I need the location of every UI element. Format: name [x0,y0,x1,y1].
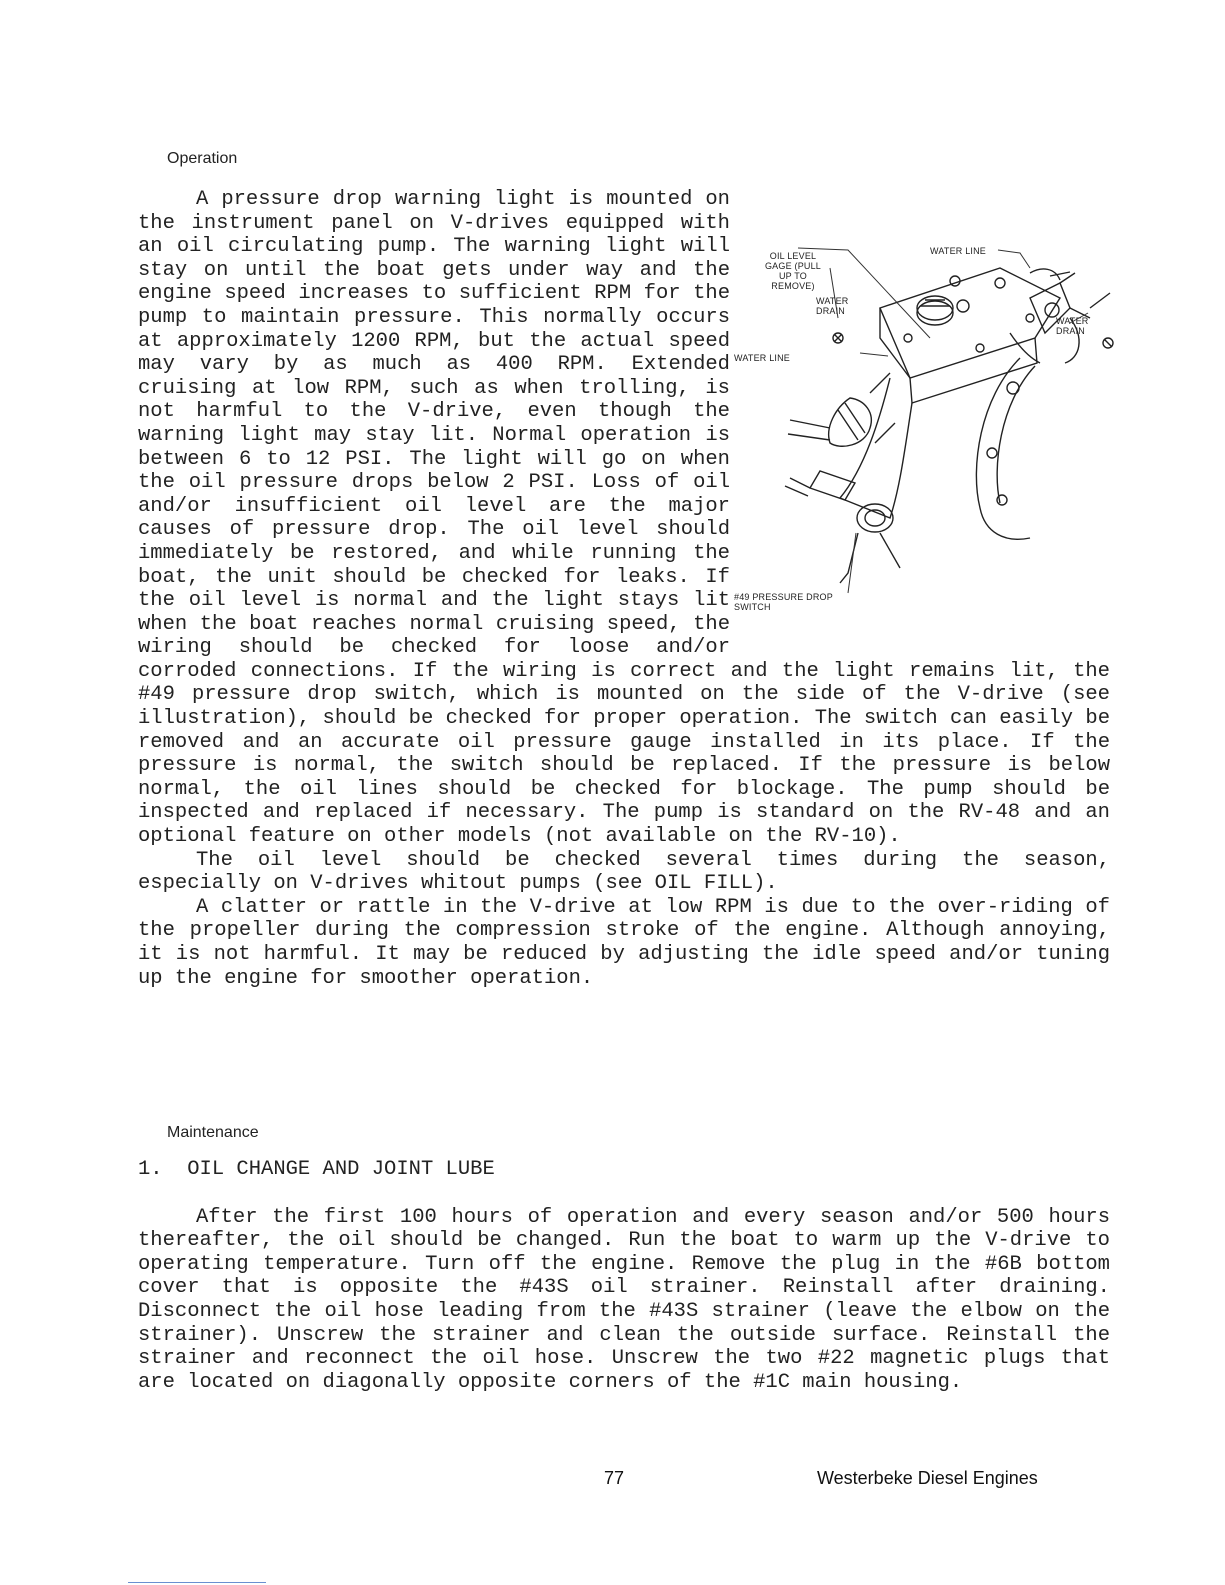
label-water-drain-right: WATER DRAIN [1056,316,1089,336]
label-water-line-left: WATER LINE [734,353,791,363]
item-title-text: OIL CHANGE AND JOINT LUBE [187,1158,495,1181]
operation-body [138,188,1110,990]
maintenance-item-1-text: After the first 100 hours of operation and every season and/or 500 hours thereafter, the oil should be changed. Run the boat to warm up the V-drive to operating temperature. Turn off the engine. Remove the plug in the #6B bottom cover that is opposite the #43S oil strainer. Reinstall after draining. Disconnect the oil hose leading from the #43S strainer (leave the elbow on the strainer). Unscrew the strainer and clean the outside surface. Reinstall the strainer and reconnect the oil hose. Unscrew the two #22 magnetic plugs that are located on diagonally opposite corners of the #1C main housing. [138,1205,1110,1394]
item-number: 1. [138,1158,163,1181]
operation-paragraph-2: The oil level should be checked several times during the season, especially on V-drives whitout pumps (see OIL FILL). [138,848,1110,896]
v-drive-illustration [730,188,1130,658]
label-oil-level-gage: OIL LEVEL GAGE (PULL UP TO REMOVE) [764,251,822,291]
footer-brand: Westerbeke Diesel Engines [817,1468,1038,1488]
maintenance-body [138,1158,1110,1394]
label-pressure-drop-switch: #49 PRESSURE DROP SWITCH [734,592,833,612]
section-heading-maintenance: Maintenance [167,1124,259,1141]
page-number: 77 [604,1468,625,1488]
scan-edge-line [128,1582,266,1583]
maintenance-item-1-title [138,1158,1110,1182]
label-water-line-top: WATER LINE [930,246,987,256]
label-water-drain-left: WATER DRAIN [816,296,849,316]
section-heading-operation: Operation [167,150,238,167]
operation-paragraph-3: A clatter or rattle in the V-drive at low RPM is due to the over-riding of the propeller during the compression stroke of the engine. Although annoying, it is not harmful. It may be reduced by adjusting the idle speed and/or tuning up the engine for smoother operation. [138,895,1110,990]
operation-paragraph-1: A pressure drop warning light is mounted on the instrument panel on V-drives equipped with an oil circulating pump. The warning light will stay on until the boat gets under way and the engine speed increases to sufficient RPM for the pump to maintain pressure. This normally occurs at approximately 1200 RPM, but the actual speed may vary by as much as 400 RPM. Extended cruising at low RPM, such as when trolling, is not harmful to the V-drive, even though the warning light may stay lit. Normal operation is between 6 to 12 PSI. The light will go on when the oil pressure drops below 2 PSI. Loss of oil and/or insufficient oil level are the major causes of pressure drop. The oil level should immediately be restored, and while running the boat, the unit should be checked for leaks. If the oil level is normal and the light stays lit when the boat reaches normal cruising speed, the wiring should be checked for loose and/or corroded connections. If the wiring is correct and the light remains lit, the #49 pressure drop switch, which is mounted on the side of the V-drive (see illustration), should be checked for proper operation. The switch can easily be removed and an accurate oil pressure gauge installed in its place. If the pressure is normal, the switch should be replaced. If the pressure is below normal, the oil lines should be checked for blockage. The pump should be inspected and replaced if necessary. The pump is standard on the RV-48 and an optional feature on other models (not available on the RV-10). [138,188,1110,849]
